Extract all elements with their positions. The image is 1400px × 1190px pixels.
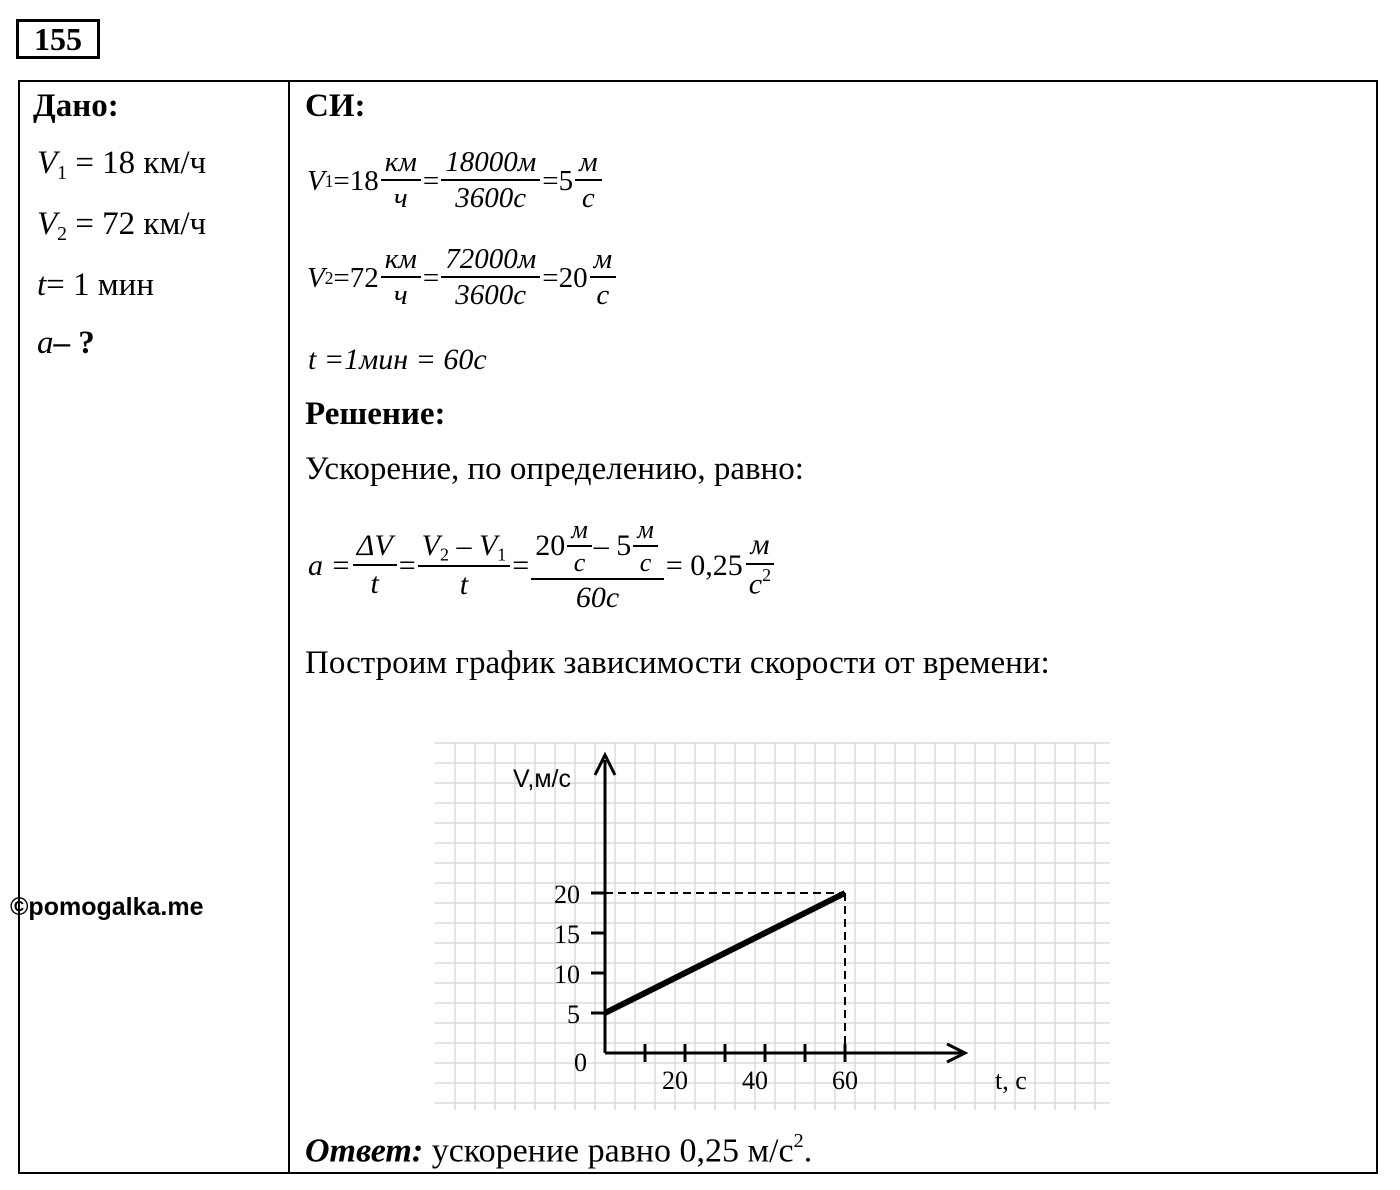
given-v1: $V_1 = 18$ км/ч — [37, 145, 207, 184]
answer-line: Ответ: ускорение равно 0,25 $м/с^2$. — [305, 1130, 813, 1170]
x-tick-label: 60 — [832, 1066, 858, 1095]
y-tick-label: 15 — [554, 920, 580, 949]
given-find: a– ? — [37, 325, 95, 361]
given-t: t= 1 мин — [37, 267, 154, 303]
solution-intro: Ускорение, по определению, равно: — [305, 451, 804, 487]
column-divider — [288, 80, 290, 1174]
y-tick-label: 20 — [554, 880, 580, 909]
x-tick-label: 20 — [662, 1066, 688, 1095]
graph-intro: Построим график зависимости скорости от времени: — [305, 645, 1050, 681]
series-line — [605, 893, 845, 1013]
x-tick-label: 40 — [742, 1066, 768, 1095]
solution-heading: Решение: — [305, 396, 446, 432]
given-v2: $V_2 = 72$ км/ч — [37, 206, 207, 245]
acceleration-formula: a = $\frac{\Delta V}{t}$ = $\frac{V_2 - V_1}{t}$ = 20 $\frac{м}{с}$ – 5 $\frac{м}{с}$ 60с = 0,25 $\frac{м}{с^2}$ — [308, 515, 777, 616]
y-tick-label: 10 — [554, 960, 580, 989]
watermark: ©pomogalka.me — [10, 893, 204, 921]
y-axis-label: V,м/с — [513, 765, 571, 793]
x-axis-label: t, с — [995, 1066, 1027, 1095]
origin-label: 0 — [574, 1048, 587, 1077]
problem-number: 155 — [16, 19, 100, 59]
si-v2-formula: V 2 =72 $\frac{км}{ч}$ = $\frac{72000м}{3600с}$ =20 $\frac{м}{с}$ — [307, 243, 618, 313]
velocity-time-chart — [430, 735, 1130, 1115]
si-v1-formula: V 1 =18 $\frac{км}{ч}$ = $\frac{18000м}{3600с}$ =5 $\frac{м}{с}$ — [307, 146, 604, 216]
si-t-line: t =1мин = 60с — [308, 343, 487, 376]
si-heading: СИ: — [305, 88, 366, 124]
y-tick-label: 5 — [567, 1000, 580, 1029]
given-heading: Дано: — [33, 88, 119, 124]
